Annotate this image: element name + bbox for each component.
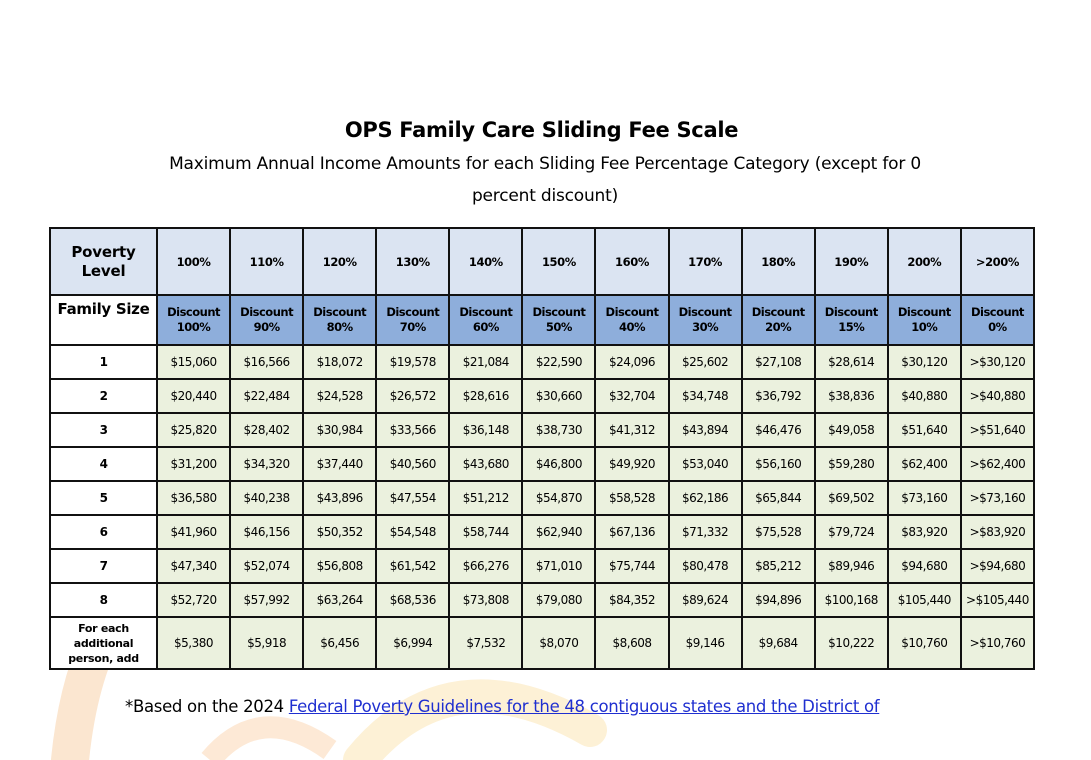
income-cell: $22,590: [522, 345, 595, 379]
income-cell: $30,660: [522, 379, 595, 413]
poverty-level-cell: 130%: [376, 228, 449, 295]
poverty-level-cell: 140%: [449, 228, 522, 295]
income-cell: $40,880: [888, 379, 961, 413]
discount-cell: Discount 60%: [449, 295, 522, 345]
income-cell: $54,870: [522, 481, 595, 515]
discount-cell: Discount 30%: [669, 295, 742, 345]
income-cell: $83,920: [888, 515, 961, 549]
income-cell: $20,440: [157, 379, 230, 413]
income-cell: $47,340: [157, 549, 230, 583]
income-cell: >$30,120: [961, 345, 1034, 379]
income-cell: $57,992: [230, 583, 303, 617]
income-cell: $51,640: [888, 413, 961, 447]
income-cell: $36,792: [742, 379, 815, 413]
family-size-cell: 2: [50, 379, 157, 413]
income-cell: $63,264: [303, 583, 376, 617]
poverty-level-cell: 100%: [157, 228, 230, 295]
income-cell: $41,312: [595, 413, 668, 447]
discount-cell: Discount 40%: [595, 295, 668, 345]
income-cell: $41,960: [157, 515, 230, 549]
income-cell: $40,560: [376, 447, 449, 481]
income-cell: $28,614: [815, 345, 888, 379]
poverty-level-cell: 180%: [742, 228, 815, 295]
income-cell: $65,844: [742, 481, 815, 515]
income-cell: $38,730: [522, 413, 595, 447]
additional-person-label: For each additional person, add: [50, 617, 157, 669]
income-cell: $49,920: [595, 447, 668, 481]
income-cell: $59,280: [815, 447, 888, 481]
income-cell: $30,984: [303, 413, 376, 447]
footnote: [125, 697, 879, 716]
income-cell: $62,940: [522, 515, 595, 549]
discount-cell: Discount 90%: [230, 295, 303, 345]
income-cell: $52,720: [157, 583, 230, 617]
income-cell: $75,528: [742, 515, 815, 549]
income-cell: $36,148: [449, 413, 522, 447]
income-cell: $89,624: [669, 583, 742, 617]
discount-cell: Discount 80%: [303, 295, 376, 345]
income-cell: $37,440: [303, 447, 376, 481]
family-size-cell: 3: [50, 413, 157, 447]
income-cell: $22,484: [230, 379, 303, 413]
income-cell: $85,212: [742, 549, 815, 583]
poverty-level-row: [50, 228, 1034, 295]
table-row: [50, 413, 1034, 447]
income-cell: $69,502: [815, 481, 888, 515]
income-cell: $25,602: [669, 345, 742, 379]
poverty-level-cell: 160%: [595, 228, 668, 295]
income-cell: >$105,440: [961, 583, 1034, 617]
poverty-level-cell: 190%: [815, 228, 888, 295]
poverty-level-cell: 110%: [230, 228, 303, 295]
income-cell: $32,704: [595, 379, 668, 413]
income-cell: $28,616: [449, 379, 522, 413]
family-size-cell: 8: [50, 583, 157, 617]
poverty-level-cell: 200%: [888, 228, 961, 295]
footnote-prefix: *Based on the 2024: [125, 697, 289, 716]
income-cell: >$83,920: [961, 515, 1034, 549]
income-cell: $34,320: [230, 447, 303, 481]
family-size-cell: 5: [50, 481, 157, 515]
additional-person-row: [50, 617, 1034, 669]
page-subtitle: Maximum Annual Income Amounts for each Sliding Fee Percentage Category (except for 0 percent discount): [169, 154, 921, 206]
table-row: [50, 515, 1034, 549]
income-cell: $94,896: [742, 583, 815, 617]
income-cell: $66,276: [449, 549, 522, 583]
income-cell: $38,836: [815, 379, 888, 413]
income-cell: $80,478: [669, 549, 742, 583]
income-cell: $9,684: [742, 617, 815, 669]
income-cell: $5,918: [230, 617, 303, 669]
income-cell: $89,946: [815, 549, 888, 583]
income-cell: $5,380: [157, 617, 230, 669]
discount-row: [50, 295, 1034, 345]
income-cell: $61,542: [376, 549, 449, 583]
family-size-label: Family Size: [50, 295, 157, 345]
income-cell: $58,744: [449, 515, 522, 549]
income-cell: $46,800: [522, 447, 595, 481]
income-cell: $105,440: [888, 583, 961, 617]
income-cell: >$10,760: [961, 617, 1034, 669]
page-title: OPS Family Care Sliding Fee Scale: [344, 118, 739, 142]
income-cell: $16,566: [230, 345, 303, 379]
income-cell: $36,580: [157, 481, 230, 515]
income-cell: $71,010: [522, 549, 595, 583]
income-cell: $54,548: [376, 515, 449, 549]
income-cell: $73,808: [449, 583, 522, 617]
income-cell: $84,352: [595, 583, 668, 617]
family-size-cell: 7: [50, 549, 157, 583]
income-cell: $79,724: [815, 515, 888, 549]
income-cell: $25,820: [157, 413, 230, 447]
income-cell: >$73,160: [961, 481, 1034, 515]
family-size-cell: 6: [50, 515, 157, 549]
income-cell: $94,680: [888, 549, 961, 583]
income-cell: $56,808: [303, 549, 376, 583]
discount-cell: Discount 0%: [961, 295, 1034, 345]
table-row: [50, 583, 1034, 617]
income-cell: $10,760: [888, 617, 961, 669]
income-cell: $21,084: [449, 345, 522, 379]
table-row: [50, 481, 1034, 515]
income-cell: $71,332: [669, 515, 742, 549]
income-cell: $56,160: [742, 447, 815, 481]
income-cell: $28,402: [230, 413, 303, 447]
income-cell: $49,058: [815, 413, 888, 447]
income-cell: $30,120: [888, 345, 961, 379]
discount-cell: Discount 15%: [815, 295, 888, 345]
income-cell: $62,400: [888, 447, 961, 481]
poverty-level-cell: >200%: [961, 228, 1034, 295]
sliding-fee-table: [49, 227, 1035, 670]
income-cell: $79,080: [522, 583, 595, 617]
income-cell: $43,896: [303, 481, 376, 515]
income-cell: $73,160: [888, 481, 961, 515]
income-cell: $26,572: [376, 379, 449, 413]
income-cell: $75,744: [595, 549, 668, 583]
income-cell: $52,074: [230, 549, 303, 583]
income-cell: $34,748: [669, 379, 742, 413]
income-cell: $67,136: [595, 515, 668, 549]
income-cell: $8,608: [595, 617, 668, 669]
income-cell: $8,070: [522, 617, 595, 669]
table-row: [50, 447, 1034, 481]
income-cell: $58,528: [595, 481, 668, 515]
income-cell: $62,186: [669, 481, 742, 515]
income-cell: $100,168: [815, 583, 888, 617]
income-cell: $15,060: [157, 345, 230, 379]
discount-cell: Discount 70%: [376, 295, 449, 345]
table-row: [50, 549, 1034, 583]
income-cell: $47,554: [376, 481, 449, 515]
income-cell: $51,212: [449, 481, 522, 515]
poverty-level-cell: 150%: [522, 228, 595, 295]
poverty-level-label: Poverty Level: [50, 228, 157, 295]
income-cell: $43,680: [449, 447, 522, 481]
family-size-cell: 1: [50, 345, 157, 379]
table-row: [50, 379, 1034, 413]
discount-cell: Discount 10%: [888, 295, 961, 345]
income-cell: >$94,680: [961, 549, 1034, 583]
income-cell: $40,238: [230, 481, 303, 515]
income-cell: $7,532: [449, 617, 522, 669]
income-cell: $50,352: [303, 515, 376, 549]
income-cell: $31,200: [157, 447, 230, 481]
income-cell: $9,146: [669, 617, 742, 669]
income-cell: >$62,400: [961, 447, 1034, 481]
table-row: [50, 345, 1034, 379]
income-cell: $6,994: [376, 617, 449, 669]
income-cell: $18,072: [303, 345, 376, 379]
income-cell: $46,476: [742, 413, 815, 447]
discount-cell: Discount 20%: [742, 295, 815, 345]
family-size-cell: 4: [50, 447, 157, 481]
income-cell: $27,108: [742, 345, 815, 379]
income-cell: $24,528: [303, 379, 376, 413]
income-cell: $33,566: [376, 413, 449, 447]
poverty-level-cell: 120%: [303, 228, 376, 295]
income-cell: $6,456: [303, 617, 376, 669]
income-cell: $10,222: [815, 617, 888, 669]
income-cell: $46,156: [230, 515, 303, 549]
poverty-level-cell: 170%: [669, 228, 742, 295]
income-cell: $24,096: [595, 345, 668, 379]
income-cell: $43,894: [669, 413, 742, 447]
income-cell: $53,040: [669, 447, 742, 481]
income-cell: >$40,880: [961, 379, 1034, 413]
income-cell: $19,578: [376, 345, 449, 379]
income-cell: $68,536: [376, 583, 449, 617]
discount-cell: Discount 50%: [522, 295, 595, 345]
income-cell: >$51,640: [961, 413, 1034, 447]
poverty-guidelines-link[interactable]: Federal Poverty Guidelines for the 48 contiguous states and the District of: [288, 697, 880, 716]
discount-cell: Discount 100%: [157, 295, 230, 345]
